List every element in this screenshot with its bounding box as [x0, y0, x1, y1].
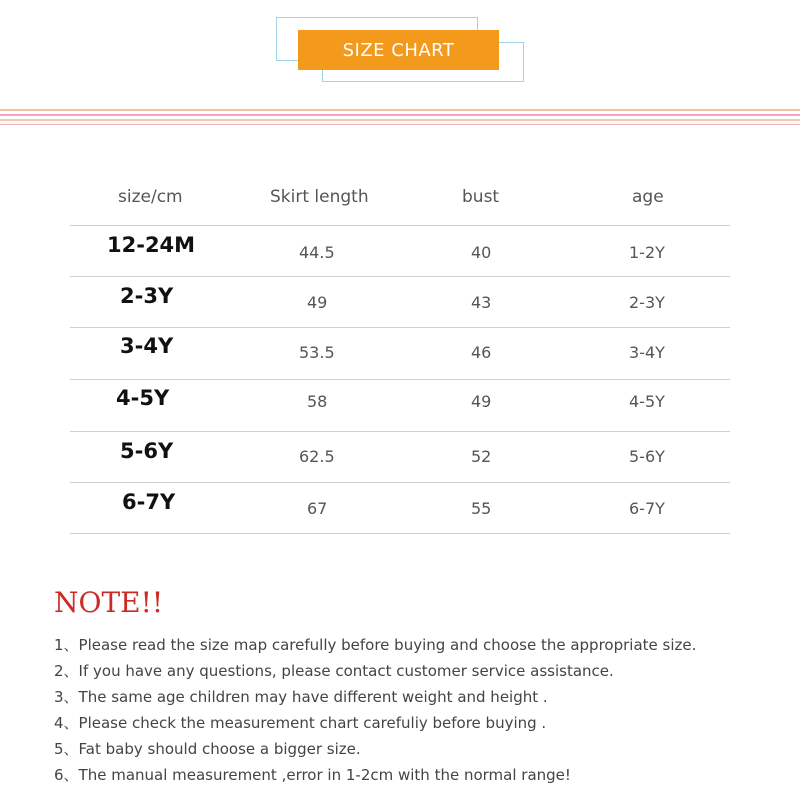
note-item: 4、Please check the measurement chart carefuliy before buying . — [54, 714, 547, 732]
table-divider — [70, 431, 730, 432]
decorative-stripe — [0, 114, 800, 116]
bust-cell: 52 — [471, 447, 492, 466]
table-divider — [70, 276, 730, 277]
table-divider — [70, 379, 730, 380]
bust-cell: 55 — [471, 499, 492, 518]
age-cell: 2-3Y — [629, 293, 665, 312]
skirt-length-cell: 49 — [307, 293, 328, 312]
size-cell: 3-4Y — [120, 334, 174, 358]
size-cell: 6-7Y — [122, 490, 176, 514]
skirt-length-cell: 67 — [307, 499, 328, 518]
note-item: 1、Please read the size map carefully before buying and choose the appropriate size. — [54, 636, 697, 654]
size-chart-title: SIZE CHART — [298, 30, 499, 70]
note-title: NOTE!! — [54, 586, 164, 619]
age-cell: 6-7Y — [629, 499, 665, 518]
skirt-length-cell: 53.5 — [299, 343, 335, 362]
decorative-stripe — [0, 119, 800, 121]
age-cell: 1-2Y — [629, 243, 665, 262]
size-cell: 4-5Y — [116, 386, 170, 410]
bust-cell: 40 — [471, 243, 492, 262]
note-item: 5、Fat baby should choose a bigger size. — [54, 740, 361, 758]
column-header-skirt-length: Skirt length — [270, 187, 369, 207]
table-divider — [70, 327, 730, 328]
note-item: 6、The manual measurement ,error in 1-2cm with the normal range! — [54, 766, 571, 784]
note-list — [54, 634, 696, 790]
age-cell: 3-4Y — [629, 343, 665, 362]
column-header-size: size/cm — [118, 187, 183, 207]
column-header-age: age — [632, 187, 664, 207]
skirt-length-cell: 44.5 — [299, 243, 335, 262]
age-cell: 4-5Y — [629, 392, 665, 411]
table-divider — [70, 482, 730, 483]
table-divider — [70, 225, 730, 226]
column-header-bust: bust — [462, 187, 500, 207]
note-item: 2、If you have any questions, please contact customer service assistance. — [54, 662, 614, 680]
size-cell: 2-3Y — [120, 284, 174, 308]
age-cell: 5-6Y — [629, 447, 665, 466]
size-cell: 12-24M — [107, 233, 196, 257]
decorative-stripe — [0, 124, 800, 125]
skirt-length-cell: 58 — [307, 392, 328, 411]
decorative-stripe — [0, 109, 800, 111]
size-cell: 5-6Y — [120, 439, 174, 463]
table-divider — [70, 533, 730, 534]
skirt-length-cell: 62.5 — [299, 447, 335, 466]
bust-cell: 46 — [471, 343, 492, 362]
bust-cell: 43 — [471, 293, 492, 312]
bust-cell: 49 — [471, 392, 492, 411]
note-item: 3、The same age children may have different weight and height . — [54, 688, 548, 706]
